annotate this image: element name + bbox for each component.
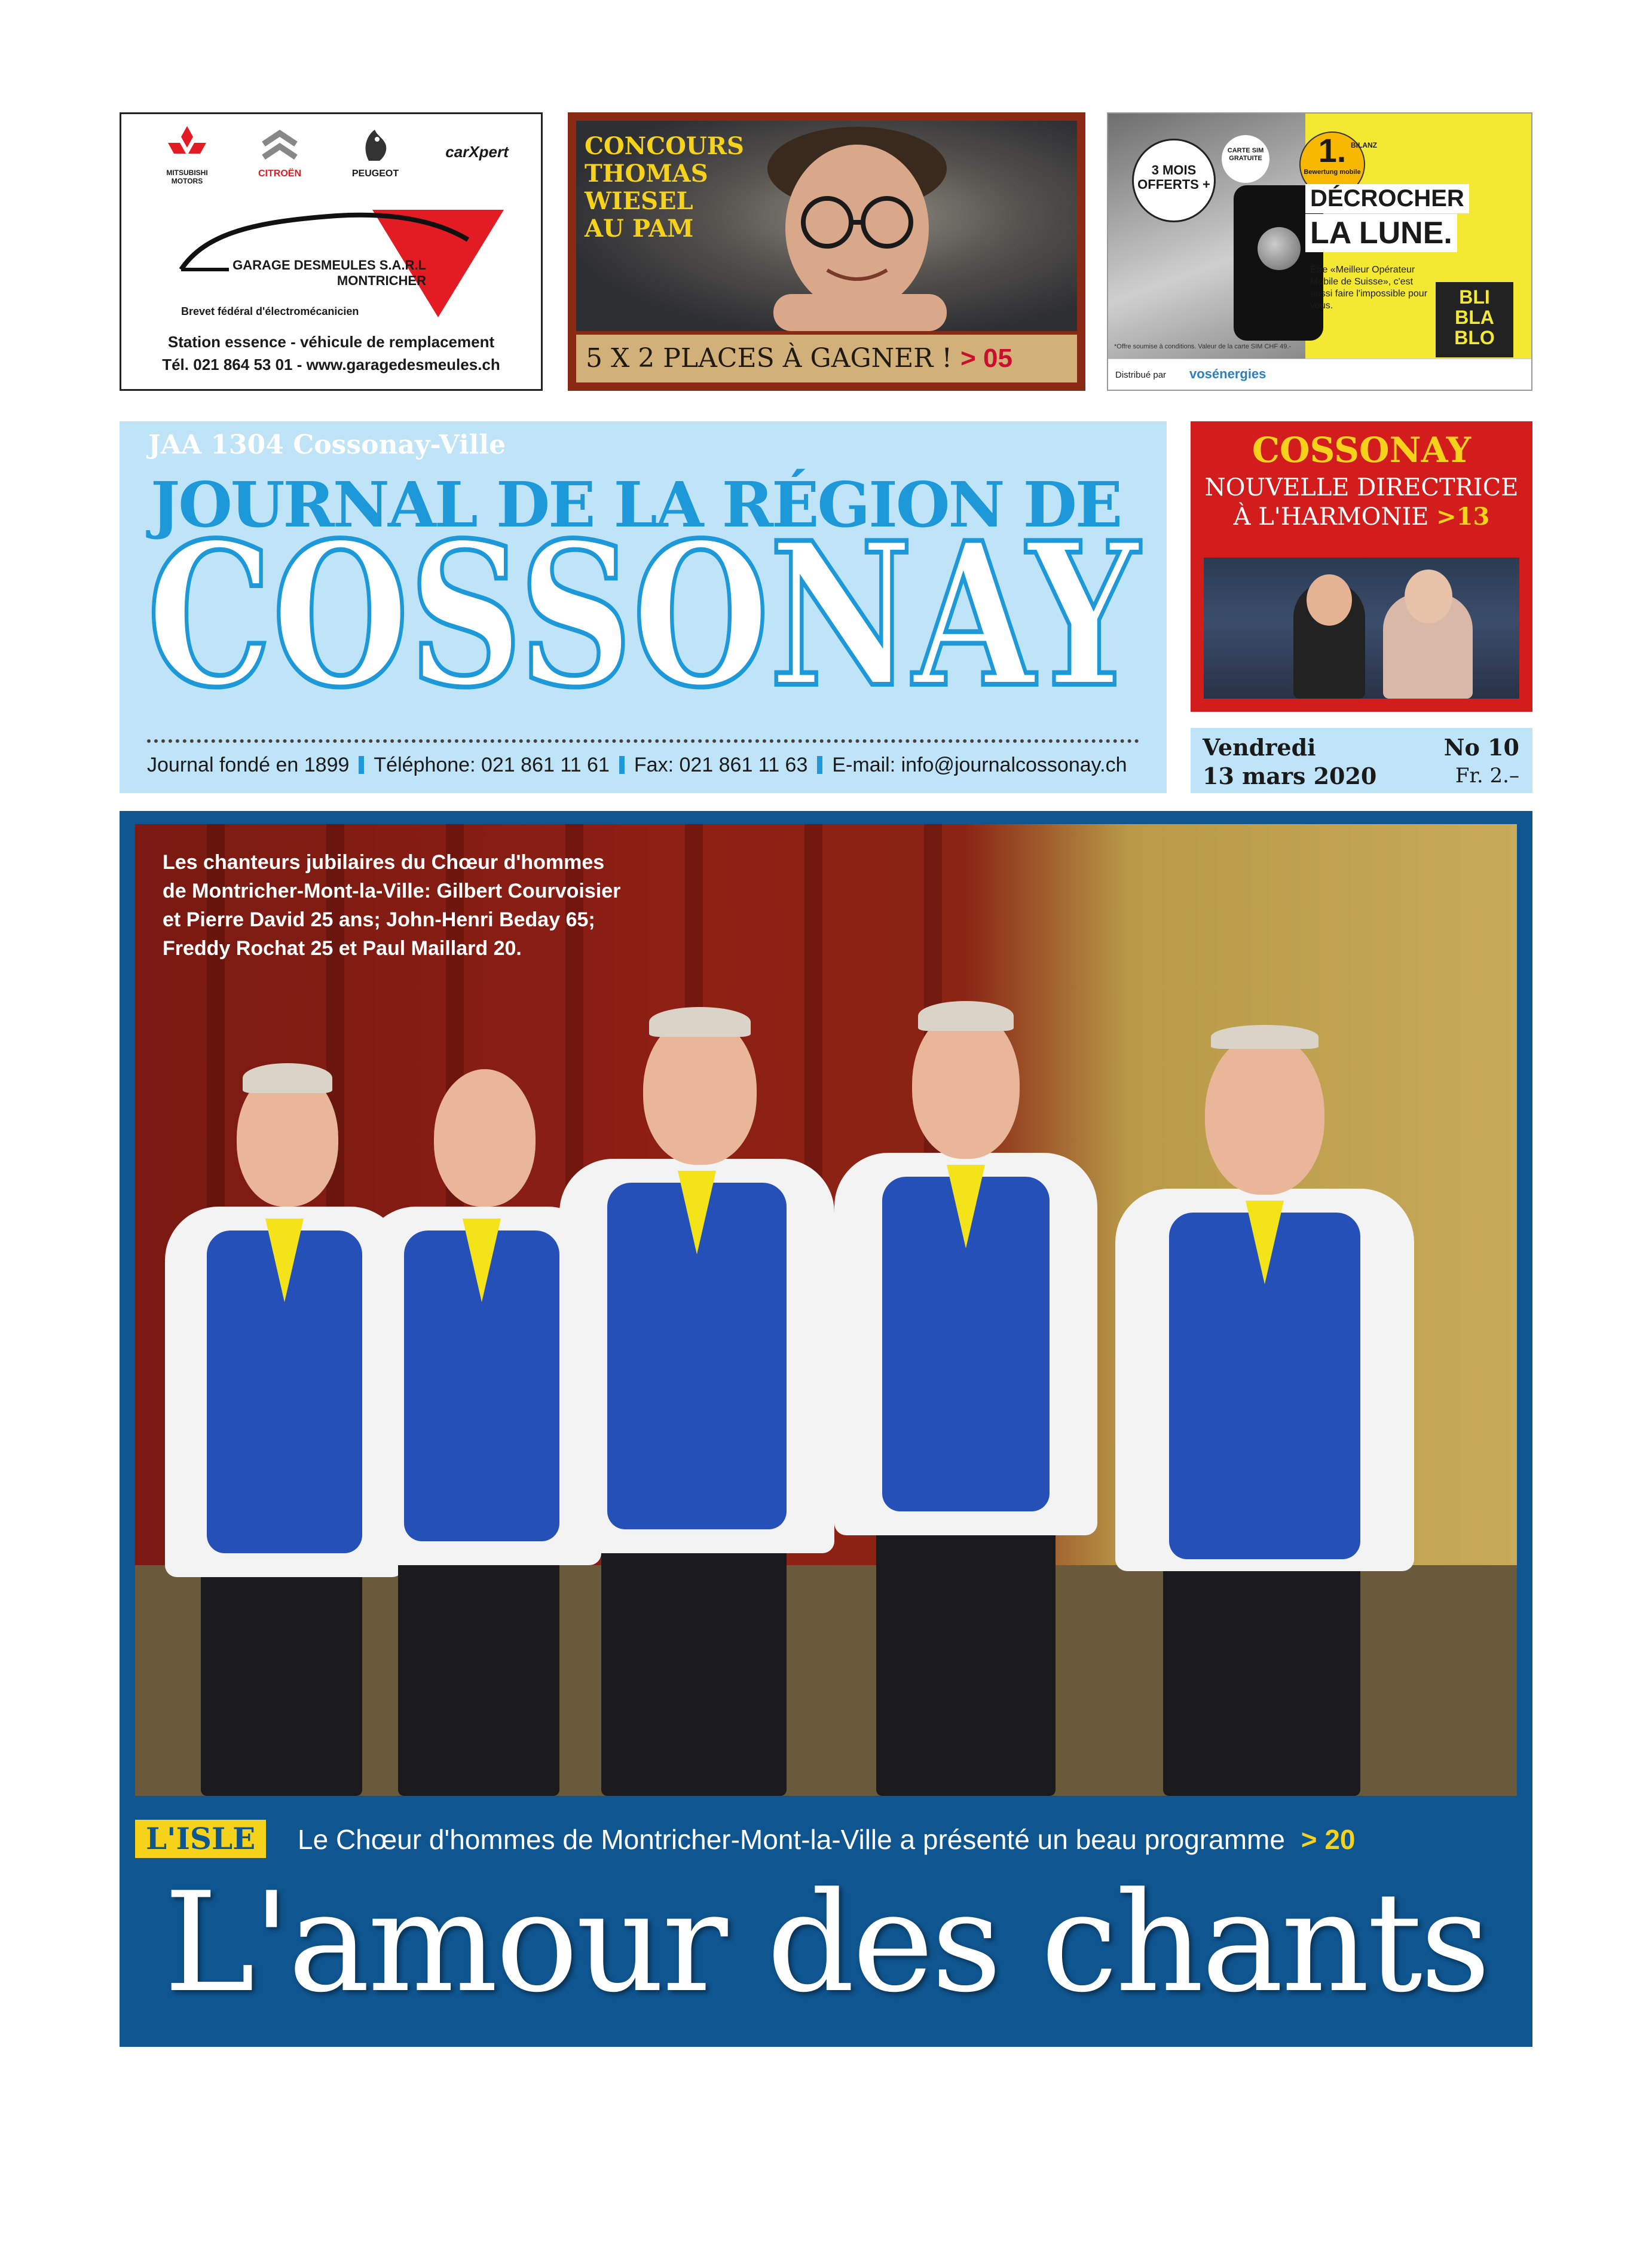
issue-number: No 10 — [1443, 734, 1519, 761]
kicker-text — [298, 1823, 1356, 1856]
garage-station: Station essence - véhicule de remplacement — [167, 333, 495, 351]
fax-text: Fax: 021 861 11 63 — [634, 754, 808, 776]
rating-sub: Bewertung mobile — [1304, 169, 1361, 176]
peugeot-logo — [336, 126, 414, 179]
offer-badge — [1132, 139, 1216, 222]
location-tag: L'ISLE — [135, 1820, 266, 1858]
vosenergies-logo: vosénergies — [1189, 366, 1266, 381]
main-photo — [135, 824, 1517, 1796]
issue-day: Vendredi — [1203, 734, 1316, 761]
rating-label: BILANZ — [1351, 141, 1377, 149]
masthead-info-line — [147, 754, 1127, 777]
brand-label: CITROËN — [258, 169, 301, 179]
concours-title-line: AU PAM — [585, 215, 694, 243]
ad-decrocher-la-lune[interactable] — [1107, 112, 1532, 391]
citroen-logo — [241, 126, 319, 179]
concours-title-line: THOMAS — [585, 160, 708, 188]
garage-tel: Tél. 021 864 53 01 - www.garagedesmeules.ch — [162, 356, 500, 374]
moon-icon — [1258, 227, 1301, 270]
ad-slogan-line2: LA LUNE. — [1305, 214, 1457, 252]
ad-slogan-line1: DÉCROCHER — [1305, 184, 1469, 213]
offer-badge-text: 3 MOIS OFFERTS — [1137, 163, 1199, 192]
garage-name-line2: MONTRICHER — [336, 273, 426, 288]
brand-logos — [145, 126, 516, 198]
phone-text: Téléphone: 021 861 11 61 — [374, 754, 610, 776]
brand-label: PEUGEOT — [351, 169, 399, 179]
teaser-photo — [1204, 558, 1519, 699]
main-story[interactable] — [120, 811, 1532, 2047]
concours-title-line: WIESEL — [585, 187, 693, 215]
rating-number: 1. — [1318, 131, 1347, 169]
teaser-cossonay[interactable] — [1191, 421, 1532, 712]
bli-text: BLI — [1459, 286, 1490, 308]
concours-bar[interactable] — [576, 335, 1077, 382]
concours-title-line: CONCOURS — [585, 132, 744, 160]
teaser-title: COSSONAY — [1252, 430, 1471, 470]
founded-text: Journal fondé en 1899 — [147, 754, 350, 776]
masthead — [120, 421, 1167, 793]
ad-fine-print: *Offre soumise à conditions. Valeur de la carte SIM CHF 49.- — [1114, 343, 1292, 350]
concours-prize-text: 5 X 2 PLACES À GAGNER ! — [586, 343, 953, 374]
teaser-subtitle-text: À L'HARMONIE — [1233, 503, 1429, 531]
story-page-ref[interactable]: > 20 — [1301, 1824, 1356, 1855]
issue-date-box — [1191, 728, 1532, 793]
brand-label: carXpert — [445, 143, 509, 161]
carxpert-logo — [432, 143, 522, 161]
distributed-by-label: Distribué par — [1115, 370, 1167, 380]
person-head — [1405, 570, 1452, 623]
singer-figure — [828, 997, 1103, 1796]
singer-figure — [553, 1003, 840, 1796]
concours-bar-text — [586, 343, 1012, 374]
offer-badge-suffix: + — [1202, 177, 1210, 192]
separator-bar — [359, 756, 364, 774]
sim-card-badge: CARTE SIM GRATUITE — [1222, 135, 1269, 183]
peugeot-lion-icon — [357, 126, 394, 163]
issue-price: Fr. 2.– — [1455, 764, 1519, 788]
concours-title — [585, 133, 764, 243]
mitsubishi-diamonds-icon — [166, 126, 208, 163]
singer-figure — [1109, 1021, 1420, 1796]
person-head — [1307, 574, 1352, 626]
cossonay-wordmark — [141, 523, 1145, 696]
main-headline: L'amour des chants — [164, 1863, 1488, 2023]
ad-footer — [1108, 359, 1531, 391]
photo-caption: Les chanteurs jubilaires du Chœur d'hommes de Montricher-Mont-la-Ville: Gilbert Courvoisier et Pierre David 25 ans; John-Henri Beday 65; Freddy Rochat 25 et Paul Maillard 20. — [163, 851, 621, 960]
separator-bar — [619, 756, 625, 774]
brand-label: MITSUBISHI MOTORS — [166, 169, 208, 185]
blo-text: BLO — [1454, 327, 1495, 348]
garage-name-line1: GARAGE DESMEULES S.A.R.L — [232, 258, 426, 273]
kicker-summary: Le Chœur d'hommes de Montricher-Mont-la-Ville a présenté un beau programme — [298, 1824, 1285, 1855]
teaser-subtitle-line1: NOUVELLE DIRECTRICE — [1204, 474, 1519, 501]
cossonay-wordmark-text: COSSONAY — [147, 523, 1143, 696]
teaser-subtitle-line2 — [1191, 503, 1532, 531]
ad-concours-wiesel[interactable] — [568, 112, 1085, 391]
bliblablo-logo — [1436, 282, 1513, 357]
email-link[interactable]: E-mail: info@journalcossonay.ch — [832, 754, 1127, 776]
garage-brevet: Brevet fédéral d'électromécanicien — [181, 305, 359, 317]
bla-text: BLA — [1455, 307, 1494, 328]
dotted-divider — [147, 739, 1139, 743]
separator-bar — [817, 756, 822, 774]
teaser-page-ref[interactable]: >13 — [1436, 503, 1490, 531]
ad-garage-desmeules[interactable] — [120, 112, 543, 391]
journal-title: JOURNAL DE LA RÉGION DE — [151, 468, 1121, 541]
jaa-postal-line: JAA 1304 Cossonay-Ville — [148, 430, 506, 460]
mitsubishi-logo — [151, 126, 223, 185]
issue-date: 13 mars 2020 — [1203, 763, 1377, 789]
citroen-chevrons-icon — [259, 126, 301, 163]
garage-name — [175, 258, 426, 289]
ad-description: Être «Meilleur Opérateur Mobile de Suisse», c'est aussi faire l'impossible pour vous. — [1310, 265, 1428, 311]
story-kicker — [135, 1820, 1517, 1858]
concours-page-ref[interactable]: > 05 — [960, 344, 1012, 373]
